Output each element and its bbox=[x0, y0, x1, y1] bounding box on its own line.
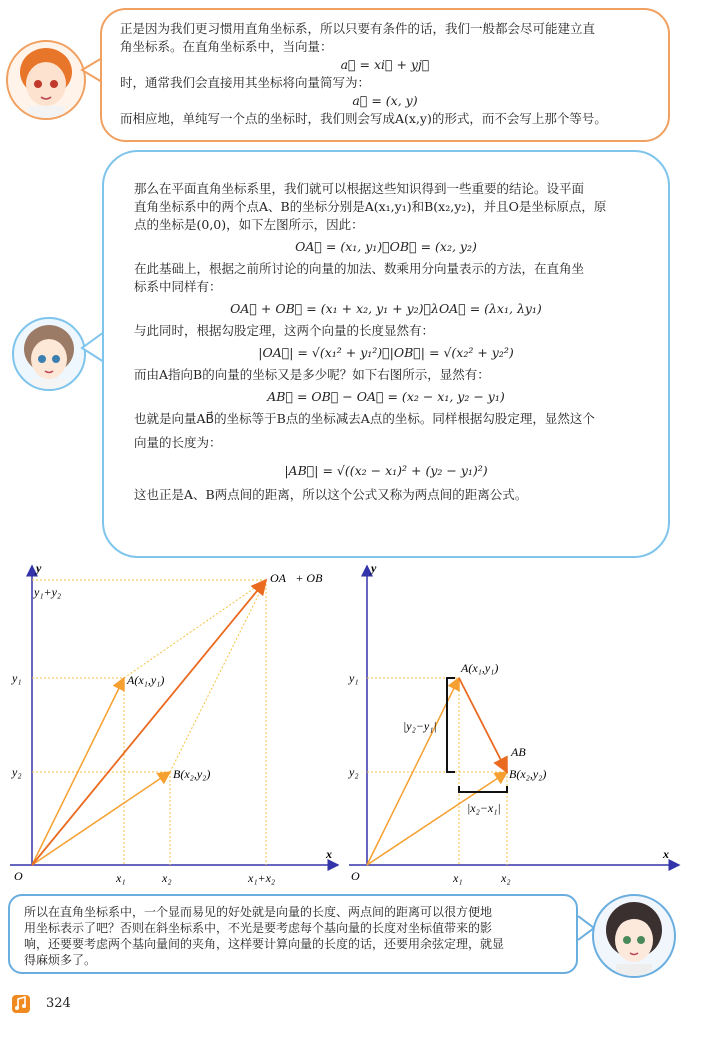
avatar-dark-hair-girl bbox=[592, 894, 676, 978]
avatar-brown-hair-girl bbox=[12, 317, 86, 391]
y2-label: y₂ bbox=[349, 765, 359, 779]
guide-lines bbox=[367, 678, 507, 865]
text-line: 而由A指向B的向量的坐标又是多少呢？如下右图所示，显然有： bbox=[134, 367, 490, 382]
vector-OB bbox=[32, 772, 170, 865]
diagram-vector-difference bbox=[345, 560, 685, 890]
x1-label: x₁ bbox=[453, 871, 463, 885]
text-line: 角坐标系。在直角坐标系中，当向量： bbox=[120, 39, 333, 54]
bubble-conclusions bbox=[102, 150, 670, 558]
dx-bracket bbox=[459, 786, 507, 792]
avatar-orange-hair-girl bbox=[6, 40, 86, 120]
equation: a⃗ = xi⃗ + yj⃗ bbox=[340, 57, 430, 72]
xsum-label: x₁+x₂ bbox=[248, 871, 276, 885]
vector-sum bbox=[32, 580, 266, 865]
bubble-intro bbox=[100, 8, 670, 142]
equation: AB⃗ = OB⃗ − OA⃗ = (x₂ − x₁, y₂ − y₁) bbox=[267, 389, 505, 404]
origin-label: O bbox=[14, 869, 23, 883]
text-line: 这也正是A、B两点间的距离，所以这个公式又称为两点间的距离公式。 bbox=[134, 487, 528, 502]
text-line: 直角坐标系中的两个点A、B的坐标分别是A(x₁,y₁)和B(x₂,y₂)，并且O是坐标原点，原 bbox=[134, 199, 607, 214]
text-line: 所以在直角坐标系中，一个显而易见的好处就是向量的长度、两点间的距离可以很方便地 bbox=[24, 905, 493, 919]
equation: a⃗ = (x, y) bbox=[352, 93, 418, 108]
text-line: 用坐标表示了吧？否则在斜坐标系中，不光是要考虑每个基向量的长度对坐标值带来的影 bbox=[24, 921, 493, 935]
music-note-icon bbox=[10, 993, 32, 1015]
y-label: y bbox=[36, 561, 42, 575]
dx-label: |x₂−x₁| bbox=[467, 801, 501, 815]
point-B-label: B(x₂,y₂) bbox=[509, 767, 547, 781]
point-B-label: B(x₂,y₂) bbox=[173, 767, 211, 781]
text-line: 那么在平面直角坐标系里，我们就可以根据这些知识得到一些重要的结论。设平面 bbox=[134, 181, 585, 196]
vector-AB bbox=[459, 678, 507, 772]
sum-label: OA⃗+ OB⃗ bbox=[270, 571, 332, 585]
y1-label: y₁ bbox=[349, 671, 359, 685]
y1-label: y₁ bbox=[12, 671, 22, 685]
AB-label: AB⃗ bbox=[511, 745, 535, 759]
text-line: 在此基础上，根据之前所讨论的向量的加法、数乘用分向量表示的方法，在直角坐 bbox=[134, 261, 585, 276]
text-line: 得麻烦多了。 bbox=[24, 953, 97, 967]
text-line: 点的坐标是(0,0)，如下左图所示，因此： bbox=[134, 217, 364, 232]
x2-label: x₂ bbox=[162, 871, 172, 885]
equation: OA⃗ = (x₁, y₁)，OB⃗ = (x₂, y₂) bbox=[295, 239, 477, 254]
vector-OB bbox=[367, 772, 507, 865]
origin-label: O bbox=[351, 869, 360, 883]
y-label: y bbox=[371, 561, 377, 575]
text-line: 与此同时，根据勾股定理，这两个向量的长度显然有： bbox=[134, 323, 435, 338]
text-line: 响，还要要考虑两个基向量间的夹角，这样要计算向量的长度的话，还要用余弦定理，就显 bbox=[24, 937, 505, 951]
text-line: 而相应地，单纯写一个点的坐标时，我们则会写成A(x,y)的形式，而不会写上那个等号。 bbox=[120, 111, 607, 126]
dy-label: |y₂−y₁| bbox=[403, 719, 437, 733]
dy-bracket bbox=[447, 678, 455, 772]
diagram-vector-sum bbox=[0, 560, 345, 890]
text-line: 标系中同样有： bbox=[134, 279, 222, 294]
y-sum-label: y₁+y₂ bbox=[34, 585, 62, 599]
y2-label: y₂ bbox=[12, 765, 22, 779]
x2-label: x₂ bbox=[501, 871, 511, 885]
x-label: x bbox=[326, 847, 332, 861]
equation: |OA⃗| = √(x₁² + y₁²)，|OB⃗| = √(x₂² + y₂²) bbox=[258, 345, 514, 360]
text-line: 向量的长度为： bbox=[134, 435, 222, 450]
page-number: 324 bbox=[46, 996, 71, 1011]
text-line: 也就是向量AB⃗的坐标等于B点的坐标减去A点的坐标。同样根据勾股定理，显然这个 bbox=[134, 411, 595, 426]
x-label: x bbox=[663, 847, 669, 861]
bubble-summary bbox=[8, 894, 578, 974]
point-A-label: A(x₁,y₁) bbox=[127, 673, 165, 687]
text-line: 时，通常我们会直接用其坐标将向量简写为： bbox=[120, 75, 371, 90]
text-line: 正是因为我们更习惯用直角坐标系，所以只要有条件的话，我们一般都会尽可能建立直 bbox=[120, 21, 596, 36]
point-A-label: A(x₁,y₁) bbox=[461, 661, 499, 675]
equation: |AB⃗| = √((x₂ − x₁)² + (y₂ − y₁)²) bbox=[284, 463, 488, 478]
x1-label: x₁ bbox=[116, 871, 126, 885]
equation: OA⃗ + OB⃗ = (x₁ + x₂, y₁ + y₂)，λOA⃗ = (λx₁, λy₁) bbox=[230, 301, 542, 316]
